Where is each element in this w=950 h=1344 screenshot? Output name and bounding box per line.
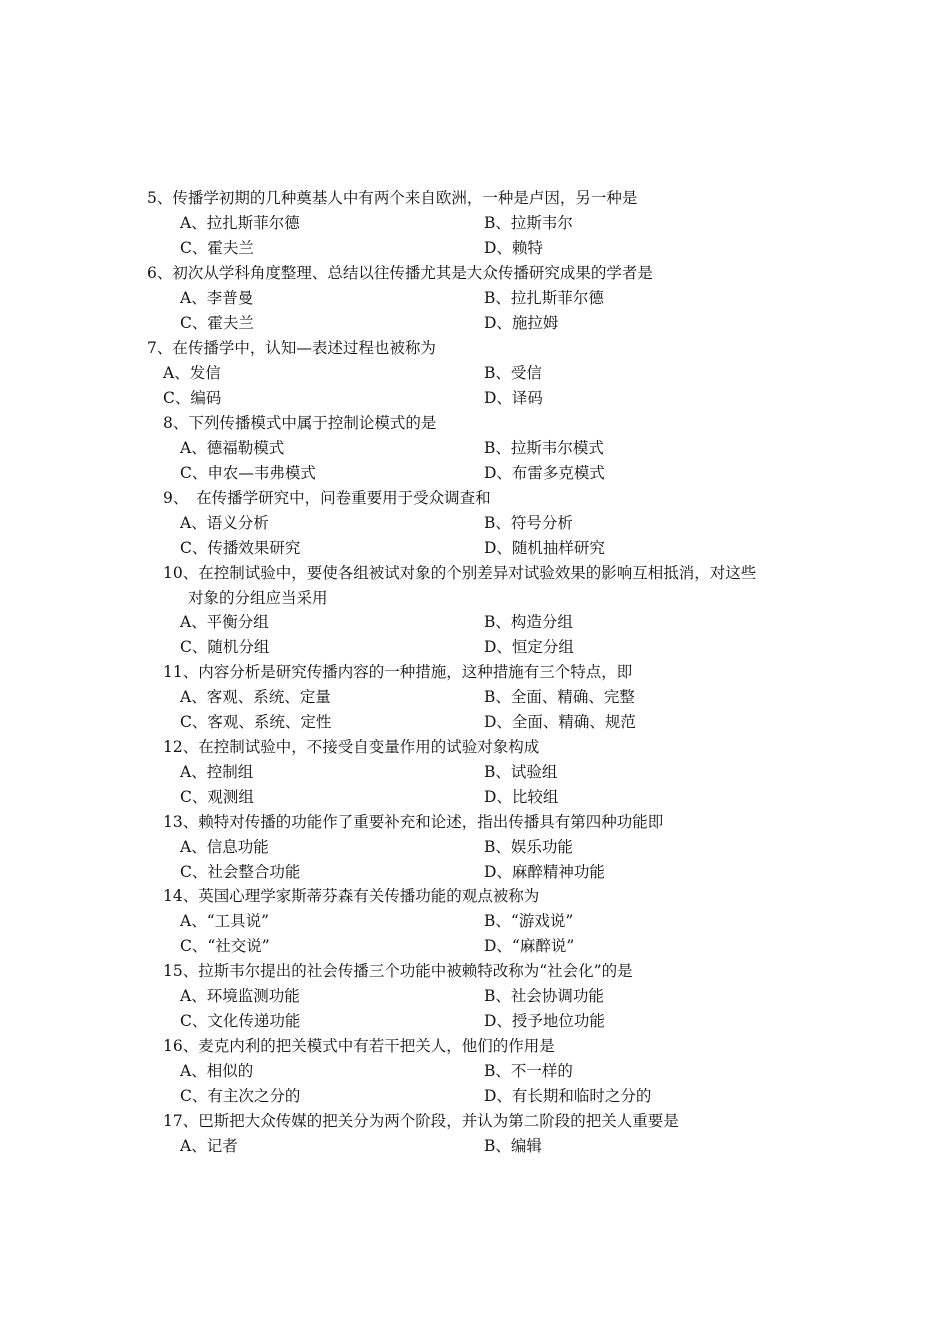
question-6-option-d: D、施拉姆 xyxy=(484,314,559,332)
question-14-option-d: D、“麻醉说” xyxy=(484,937,575,955)
question-10-option-c: C、随机分组 xyxy=(180,638,270,656)
question-14-stem: 14、英国心理学家斯蒂芬森有关传播功能的观点被称为 xyxy=(163,887,540,905)
question-11-option-b: B、全面、精确、完整 xyxy=(484,688,635,706)
question-10-option-b: B、构造分组 xyxy=(484,613,573,631)
question-6-stem: 6、初次从学科角度整理、总结以往传播尤其是大众传播研究成果的学者是 xyxy=(147,264,653,282)
question-12-option-c: C、观测组 xyxy=(180,788,254,806)
question-8-option-a: A、德福勒模式 xyxy=(180,439,285,457)
question-7-option-c: C、编码 xyxy=(163,389,222,407)
question-16-option-a: A、相似的 xyxy=(180,1062,254,1080)
question-9-option-a: A、语义分析 xyxy=(180,514,269,532)
question-5-option-d: D、赖特 xyxy=(484,239,543,257)
question-17-option-a: A、记者 xyxy=(180,1137,238,1155)
question-15-option-a: A、环境监测功能 xyxy=(180,987,300,1005)
question-15-stem: 15、拉斯韦尔提出的社会传播三个功能中被赖特改称为“社会化”的是 xyxy=(163,962,633,980)
question-15-option-b: B、社会协调功能 xyxy=(484,987,604,1005)
question-9-stem: 9、 在传播学研究中，问卷重要用于受众调查和 xyxy=(163,489,491,507)
question-12-option-d: D、比较组 xyxy=(484,788,559,806)
question-17-option-b: B、编辑 xyxy=(484,1137,542,1155)
question-13-stem: 13、赖特对传播的功能作了重要补充和论述，指出传播具有第四种功能即 xyxy=(163,813,664,831)
question-7-option-b: B、受信 xyxy=(484,364,542,382)
question-12-option-b: B、试验组 xyxy=(484,763,558,781)
question-6-option-a: A、李普曼 xyxy=(180,289,254,307)
question-15-option-d: D、授予地位功能 xyxy=(484,1012,605,1030)
question-16-option-d: D、有长期和临时之分的 xyxy=(484,1087,652,1105)
question-16-stem: 16、麦克内利的把关模式中有若干把关人，他们的作用是 xyxy=(163,1037,555,1055)
question-16-option-b: B、不一样的 xyxy=(484,1062,573,1080)
question-5-option-a: A、拉扎斯菲尔德 xyxy=(180,214,300,232)
question-10-option-d: D、恒定分组 xyxy=(484,638,574,656)
question-8-option-d: D、布雷多克模式 xyxy=(484,464,605,482)
question-8-stem: 8、下列传播模式中属于控制论模式的是 xyxy=(163,414,437,432)
question-13-option-a: A、信息功能 xyxy=(180,838,269,856)
question-11-option-a: A、客观、系统、定量 xyxy=(180,688,331,706)
question-10-option-a: A、平衡分组 xyxy=(180,613,269,631)
question-9-option-c: C、传播效果研究 xyxy=(180,539,301,557)
question-10-stem-continued: 对象的分组应当采用 xyxy=(188,589,328,607)
question-6-option-c: C、霍夫兰 xyxy=(180,314,254,332)
question-7-stem: 7、在传播学中，认知—表述过程也被称为 xyxy=(147,339,436,357)
question-16-option-c: C、有主次之分的 xyxy=(180,1087,301,1105)
question-11-option-d: D、全面、精确、规范 xyxy=(484,713,636,731)
question-14-option-c: C、“社交说” xyxy=(180,937,270,955)
question-14-option-b: B、“游戏说” xyxy=(484,912,574,930)
question-6-option-b: B、拉扎斯菲尔德 xyxy=(484,289,604,307)
question-11-stem: 11、内容分析是研究传播内容的一种措施，这种措施有三个特点，即 xyxy=(163,663,633,681)
question-9-option-d: D、随机抽样研究 xyxy=(484,539,605,557)
question-7-option-d: D、译码 xyxy=(484,389,543,407)
question-8-option-c: C、申农—韦弗模式 xyxy=(180,464,316,482)
question-5-option-b: B、拉斯韦尔 xyxy=(484,214,573,232)
question-10-stem: 10、在控制试验中，要使各组被试对象的个别差异对试验效果的影响互相抵消，对这些 xyxy=(163,564,757,582)
question-15-option-c: C、文化传递功能 xyxy=(180,1012,301,1030)
question-12-stem: 12、在控制试验中，不接受自变量作用的试验对象构成 xyxy=(163,738,540,756)
question-5-option-c: C、霍夫兰 xyxy=(180,239,254,257)
question-11-option-c: C、客观、系统、定性 xyxy=(180,713,332,731)
question-12-option-a: A、控制组 xyxy=(180,763,254,781)
question-7-option-a: A、发信 xyxy=(163,364,221,382)
question-13-option-b: B、娱乐功能 xyxy=(484,838,573,856)
question-14-option-a: A、“工具说” xyxy=(180,912,270,930)
question-17-stem: 17、巴斯把大众传媒的把关分为两个阶段，并认为第二阶段的把关人重要是 xyxy=(163,1112,679,1130)
question-8-option-b: B、拉斯韦尔模式 xyxy=(484,439,604,457)
question-9-option-b: B、符号分析 xyxy=(484,514,573,532)
question-13-option-c: C、社会整合功能 xyxy=(180,863,301,881)
question-13-option-d: D、麻醉精神功能 xyxy=(484,863,605,881)
question-5-stem: 5、传播学初期的几种奠基人中有两个来自欧洲，一种是卢因，另一种是 xyxy=(147,189,638,207)
